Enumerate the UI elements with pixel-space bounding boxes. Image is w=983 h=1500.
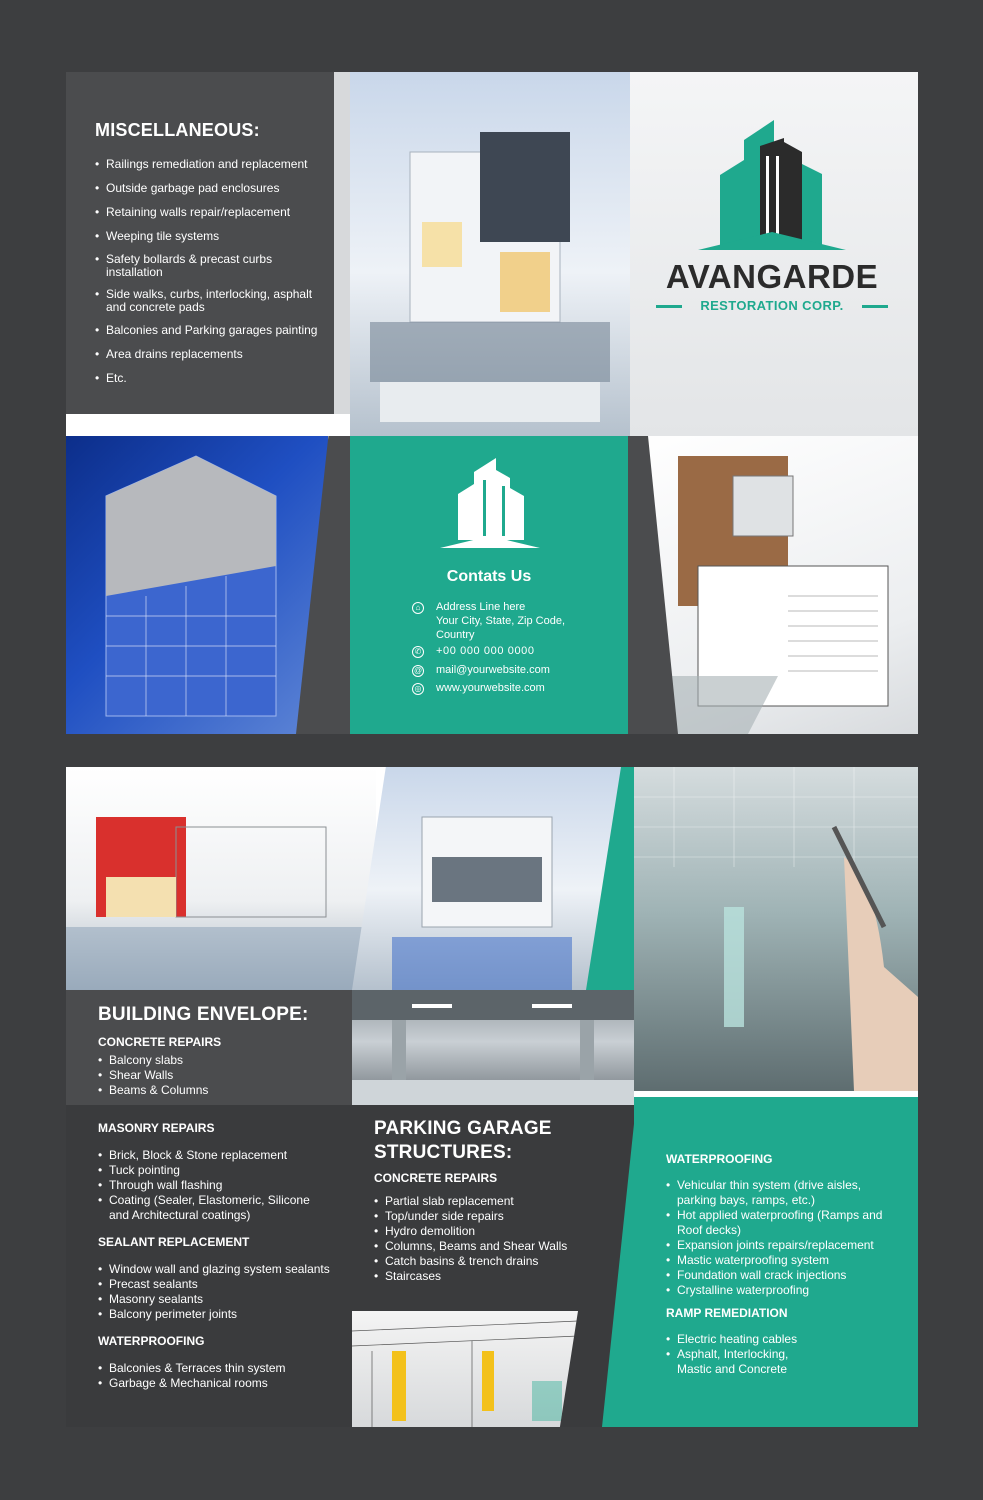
- list-item: • Balcony slabs: [98, 1053, 338, 1068]
- list-item: • Foundation wall crack injections: [666, 1268, 891, 1283]
- blueprint-building-image: [66, 436, 328, 734]
- buildings-logo-icon-white: [440, 458, 540, 550]
- sealant-section: [98, 1235, 358, 1322]
- tagline-rule-right: [862, 305, 888, 308]
- home-icon: ⌂: [412, 602, 424, 614]
- list-item: • Retaining walls repair/replacement: [95, 205, 325, 220]
- list-item: • Garbage & Mechanical rooms: [98, 1376, 358, 1391]
- parking-title-line1: PARKING GARAGE: [374, 1118, 552, 1139]
- contact-panel: [350, 436, 628, 734]
- parking-title-line2: STRUCTURES:: [374, 1142, 513, 1163]
- masonry-section: [98, 1121, 358, 1223]
- address-line: Country: [436, 629, 475, 641]
- contact-website[interactable]: www.yourwebsite.com: [436, 682, 545, 694]
- garage-illustration: [352, 990, 634, 1105]
- waterproofing-left-section: [98, 1334, 358, 1391]
- list-item: • Beams & Columns: [98, 1083, 338, 1098]
- red-house-image: [66, 767, 376, 990]
- list-item: • Brick, Block & Stone replacement: [98, 1148, 358, 1163]
- list-item: • Balconies and Parking garages painting: [95, 323, 325, 338]
- parking-structures-section: [374, 1117, 604, 1284]
- list-item: • Asphalt, Interlocking, Mastic and Concrete: [666, 1347, 826, 1377]
- waterproofing-left-list: [98, 1361, 358, 1391]
- list-item: • Side walks, curbs, interlocking, asphalt and concrete pads: [95, 288, 325, 314]
- waterproofing-right-section: [666, 1152, 906, 1298]
- modern-house-image: [350, 72, 630, 436]
- tower-illustration: [66, 436, 328, 734]
- contact-email[interactable]: mail@yourwebsite.com: [436, 664, 550, 676]
- corridor-sketch-image: [634, 767, 918, 1091]
- building-envelope-title: BUILDING ENVELOPE:: [98, 1004, 309, 1025]
- brand-name: AVANGARDE: [665, 258, 879, 295]
- ramp-remediation-list: [666, 1332, 826, 1377]
- list-item: • Tuck pointing: [98, 1163, 358, 1178]
- list-item: • Staircases: [374, 1269, 604, 1284]
- miscellaneous-list: [95, 157, 325, 386]
- parking-sketch-image: [352, 1311, 578, 1427]
- list-item: • Shear Walls: [98, 1068, 338, 1083]
- parking-garage-image: [352, 990, 634, 1105]
- list-item: • Precast sealants: [98, 1277, 358, 1292]
- list-item: • Masonry sealants: [98, 1292, 358, 1307]
- miscellaneous-panel: [66, 72, 334, 414]
- ramp-remediation-heading: RAMP REMEDIATION: [666, 1306, 788, 1320]
- masonry-repairs-list: [98, 1148, 358, 1223]
- concrete-repairs-heading: CONCRETE REPAIRS: [98, 1035, 222, 1049]
- list-item: • Catch basins & trench drains: [374, 1254, 604, 1269]
- list-item: • Etc.: [95, 371, 325, 386]
- parking-concrete-heading: CONCRETE REPAIRS: [374, 1171, 498, 1185]
- company-logo: [652, 120, 892, 320]
- address-lines: [436, 600, 616, 642]
- list-item: • Electric heating cables: [666, 1332, 826, 1347]
- list-item: • Safety bollards & precast curbs installation: [95, 253, 325, 279]
- brand-tagline: RESTORATION CORP.: [700, 298, 844, 313]
- list-item: • Through wall flashing: [98, 1178, 358, 1193]
- list-item: • Window wall and glazing system sealants: [98, 1262, 358, 1277]
- address-line: Address Line here: [436, 601, 526, 613]
- contact-title: Contats Us: [446, 568, 532, 585]
- list-item: • Outside garbage pad enclosures: [95, 181, 325, 196]
- brochure-inside: [66, 767, 918, 1427]
- waterproofing-right-heading: WATERPROOFING: [666, 1152, 773, 1166]
- concrete-repairs-list: [98, 1053, 338, 1098]
- tagline-rule-left: [656, 305, 682, 308]
- list-item: • Crystalline waterproofing: [666, 1283, 891, 1298]
- waterproofing-right-list: [666, 1178, 891, 1298]
- contact-phone: +00 000 000 0000: [436, 645, 535, 657]
- list-item: • Expansion joints repairs/replacement: [666, 1238, 891, 1253]
- miscellaneous-title: MISCELLANEOUS:: [95, 120, 260, 140]
- list-item: • Area drains replacements: [95, 347, 325, 362]
- red-house-illustration: [66, 767, 376, 990]
- mail-icon: @: [413, 666, 423, 675]
- address-line: Your City, State, Zip Code,: [436, 615, 566, 627]
- building-envelope-header: [66, 990, 352, 1105]
- list-item: • Columns, Beams and Shear Walls: [374, 1239, 604, 1254]
- list-item: • Vehicular thin system (drive aisles, parking bays, ramps, etc.): [666, 1178, 891, 1208]
- phone-icon: ✆: [412, 646, 424, 658]
- masonry-repairs-heading: MASONRY REPAIRS: [98, 1121, 215, 1135]
- list-item: • Balcony perimeter joints: [98, 1307, 358, 1322]
- ramp-remediation-section: [666, 1306, 906, 1377]
- brochure-outside: [66, 72, 918, 734]
- house-illustration: [350, 72, 630, 436]
- parking-sketch-illustration: [352, 1311, 578, 1427]
- list-item: • Hot applied waterproofing (Ramps and Roof decks): [666, 1208, 891, 1238]
- list-item: • Partial slab replacement: [374, 1194, 604, 1209]
- list-item: • Mastic waterproofing system: [666, 1253, 891, 1268]
- gray-stripe: [334, 72, 350, 414]
- parking-concrete-list: [374, 1194, 604, 1284]
- waterproofing-left-heading: WATERPROOFING: [98, 1334, 205, 1348]
- corridor-illustration: [634, 767, 918, 1091]
- buildings-logo-icon: [652, 120, 892, 260]
- sealant-replacement-heading: SEALANT REPLACEMENT: [98, 1235, 250, 1249]
- list-item: • Coating (Sealer, Elastomeric, Silicone and Architectural coatings): [98, 1193, 323, 1223]
- list-item: • Top/under side repairs: [374, 1209, 604, 1224]
- list-item: • Weeping tile systems: [95, 229, 325, 244]
- sealant-replacement-list: [98, 1262, 358, 1322]
- brand-tagline-row: [652, 298, 892, 314]
- list-item: • Railings remediation and replacement: [95, 157, 325, 172]
- globe-icon: ◎: [412, 683, 424, 695]
- list-item: • Balconies & Terraces thin system: [98, 1361, 358, 1376]
- list-item: • Hydro demolition: [374, 1224, 604, 1239]
